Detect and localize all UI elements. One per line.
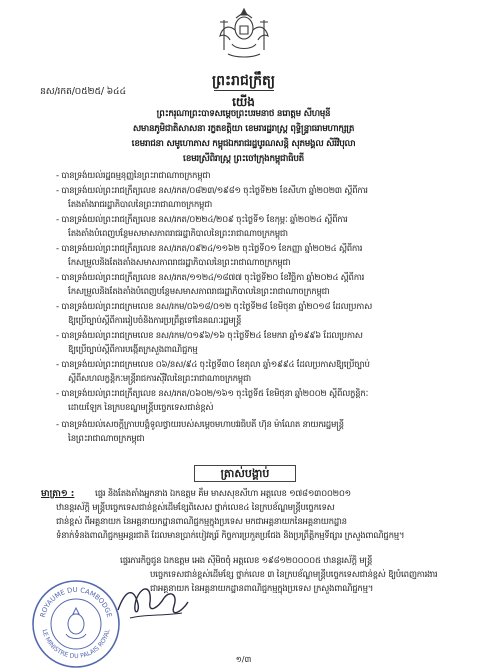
decides-heading: ត្រាស់បង្គាប់ [194, 465, 296, 482]
page-number: ១/៣ [235, 655, 252, 664]
visa-line-continuation: ឱ្យប្រើច្បាប់ស្តីពីការបង្កើតក្រសួងពាណិជ្ជកម្ម [68, 345, 198, 355]
visa-line: - បានទ្រង់យល់ព្រះរាជក្រឹត្យលេខ នស/រកត/០៩២៤/១១៦២ ចុះថ្ងៃទី០១ ខែកញ្ញា ឆ្នាំ២០២៤ ស្តីពីការ [56, 244, 363, 254]
document-title: ព្រះរាជក្រឹត្យ [211, 73, 276, 89]
seal-text-top: ROYAUME DU CAMBODGE [38, 585, 114, 619]
visa-line-continuation: ដោយឡែក នៃក្របខណ្ឌមន្ត្រីបច្ចេកទេសជាន់ខ្ពស់ [68, 403, 214, 413]
article-1-line: ឋានន្តរស័ក្តិ មន្ត្រីបច្ចេកទេសជាន់ខ្ពស់ដើមខ្សែពិសេស ថ្នាក់លេខ៤ នៃក្របខ័ណ្ឌមន្ត្រីបច្ចេកទេស [56, 503, 335, 513]
article-2-line: បច្ចេកទេសជាន់ខ្ពស់ដើមខ្សែ ថ្នាក់លេខ ៣ នៃក្របខ័ណ្ឌមន្ត្រីបច្ចេកទេសជាន់ខ្ពស់ ឱ្យបំពេញការងារ [150, 570, 438, 580]
visa-line-continuation: នៃព្រះរាជាណាចក្រកម្ពុជា [68, 434, 145, 444]
seen-heading: យើង [232, 95, 255, 109]
royal-coat-of-arms-emblem [214, 6, 274, 60]
seal-text-bottom: LE MINISTRE DU PALAIS ROYAL [40, 628, 112, 661]
visa-line-continuation: ស្តីពីសហលក្ខន្តិកៈមន្ត្រីរាជការស៊ីវិលនៃព្រះរាជាណាចក្រកម្ពុជា [68, 374, 251, 384]
visa-line: - បានទ្រង់យល់ព្រះរាជក្រមលេខ ០៦/នស/៩៤ ចុះថ្ងៃទី៣០ ខែតុលា ឆ្នាំ១៩៩៤ ដែលប្រកាសឱ្យប្រើច្បាប់ [56, 360, 370, 370]
visa-line: - បានទ្រង់យល់ព្រះរាជក្រឹត្យលេខ នស/រកត/០៨២៣/១៩៨១ ចុះថ្ងៃទី២២ ខែសីហា ឆ្នាំ២០២៣ ស្តីពីការ [56, 186, 368, 196]
preamble-line: សមានភូមិជាតិសាសនា រក្ខតខត្តិយា ខេមរារដ្ឋរាស្ត្រ ពុទ្ធិន្ទ្រាធរាមហាក្សត្រ [132, 124, 355, 134]
article-2-line: ផ្ទេរភារកិច្ចជូន ឯកឧត្តម អេង ស៊ីមិចចុំ អត្តលេខ ១៩៨១២០០០០៥ ឋានន្តរស័ក្តិ មន្ត្រី [120, 556, 373, 566]
visa-line: - បានទ្រង់យល់ព្រះរាជក្រឹត្យលេខ នស/រកត/០២២៤/២០៩ ចុះថ្ងៃទី១ ខែកុម្ភៈ ឆ្នាំ២០២៤ ស្តីពីការ [56, 215, 348, 225]
visa-line-continuation: តែងតាំងបំពេញបន្ថែមសមាសភាពរាជរដ្ឋាភិបាលនៃព្រះរាជាណាចក្រកម្ពុជា [68, 229, 288, 239]
preamble-line: ព្រះករុណាព្រះបាទសម្តេចព្រះបរមនាថ នរោត្តម សីហមុនី [156, 109, 331, 119]
visa-line: - បានទ្រង់យល់រដ្ឋធម្មនុញ្ញនៃព្រះរាជាណាចក្រកម្ពុជា [56, 171, 211, 181]
visa-line: - បានទ្រង់យល់សេចក្តីក្រាបបង្គំទូលថ្វាយរបស់សម្តេចមហាបវរធិបតី ហ៊ុន ម៉ាណែត នាយករដ្ឋមន្ត្រី [56, 420, 344, 430]
visa-line-continuation: កែសម្រួលនិងតែងតាំងបំពេញបន្ថែមសមាសភាពរាជរដ្ឋាភិបាលនៃព្រះរាជាណាចក្រកម្ពុជា [68, 287, 330, 297]
article-1-line: ផ្ទេរ និងតែងតាំងអ្នកនាង ឯកឧត្តម គឹម មាសសុខសីហា អត្តលេខ ១៧៨១៣០០២០១ [95, 489, 351, 499]
article-1-line: ជាន់ខ្ពស់ ពីអគ្គនាយក នៃអគ្គនាយកដ្ឋានពាណិជ្ជកម្មក្នុងប្រទេស មកជាអគ្គនាយកនៃអគ្គនាយកដ្ឋាន [56, 517, 347, 527]
article-1-label: មាត្រា១ : [41, 489, 75, 499]
visa-line: - បានទ្រង់យល់ព្រះរាជក្រមលេខ នស/រកម/០៦១៨/០១២ ចុះថ្ងៃទី២៨ ខែមិថុនា ឆ្នាំ២០១៨ ដែលប្រកាស [56, 302, 372, 312]
visa-line-continuation: ឱ្យប្រើច្បាប់ស្តីពីការរៀបចំនិងការប្រព្រឹត្តទៅនៃគណៈរដ្ឋមន្ត្រី [68, 316, 242, 326]
visa-line-continuation: កែសម្រួលនិងតែងតាំងសមាសភាពរាជរដ្ឋាភិបាលនៃព្រះរាជាណាចក្រកម្ពុជា [68, 258, 291, 268]
article-1-line: ទំនាក់ទំនងពាណិជ្ជកម្មអន្តរជាតិ ដែលមានប្រាក់បៀវត្សរ៍ កិច្ចការប្រកួតប្រជែង និងប្រព្រឹត្តិកម្មទីផ្សារ ក្រសួងពាណិជ្ជកម្ម។ [56, 531, 405, 541]
handwritten-signature [112, 580, 192, 624]
article-2-line: ជាអគ្គនាយក នៃអគ្គនាយកដ្ឋានពាណិជ្ជកម្មក្នុងប្រទេស ក្រសួងពាណិជ្ជកម្ម។ [150, 584, 374, 594]
visa-line: - បានទ្រង់យល់ព្រះរាជក្រឹត្យលេខ នស/រកត/០៦០២/១៦១ ចុះថ្ងៃទី៥ ខែមិថុនា ឆ្នាំ២០០២ ស្តីពីលក្ខន្តិកៈ [56, 389, 369, 399]
preamble-line: ខេមរស្រីពិរាស្ត្រ ព្រះចៅក្រុងកម្ពុជាធិបតី [183, 154, 304, 164]
visa-line: - បានទ្រង់យល់ព្រះរាជក្រមលេខ នស/រកម/០១៩៦/១៦ ចុះថ្ងៃទី២៤ ខែមករា ឆ្នាំ១៩៩៦ ដែលប្រកាស [56, 331, 363, 341]
preamble-line: ខេមរាជនា សមូហោភាស កម្ពុជឯករាជរដ្ឋបូរណសន្តិ សុភមង្គល សិរីវិបុលា [131, 139, 356, 149]
visa-line-continuation: តែងតាំងរាជរដ្ឋាភិបាលនៃព្រះរាជាណាចក្រកម្ពុជា [68, 200, 213, 210]
decree-number: នស/រកត/០៥២៥/ ៦៤៤ [40, 86, 126, 97]
visa-line: - បានទ្រង់យល់ព្រះរាជក្រឹត្យលេខ នស/រកត/១១២៤/១៨៧៧ ចុះថ្ងៃទី២០ ខែវិច្ឆិកា ឆ្នាំ២០២៤ ស្តីពីការ [56, 273, 365, 283]
title-underline [214, 90, 274, 91]
